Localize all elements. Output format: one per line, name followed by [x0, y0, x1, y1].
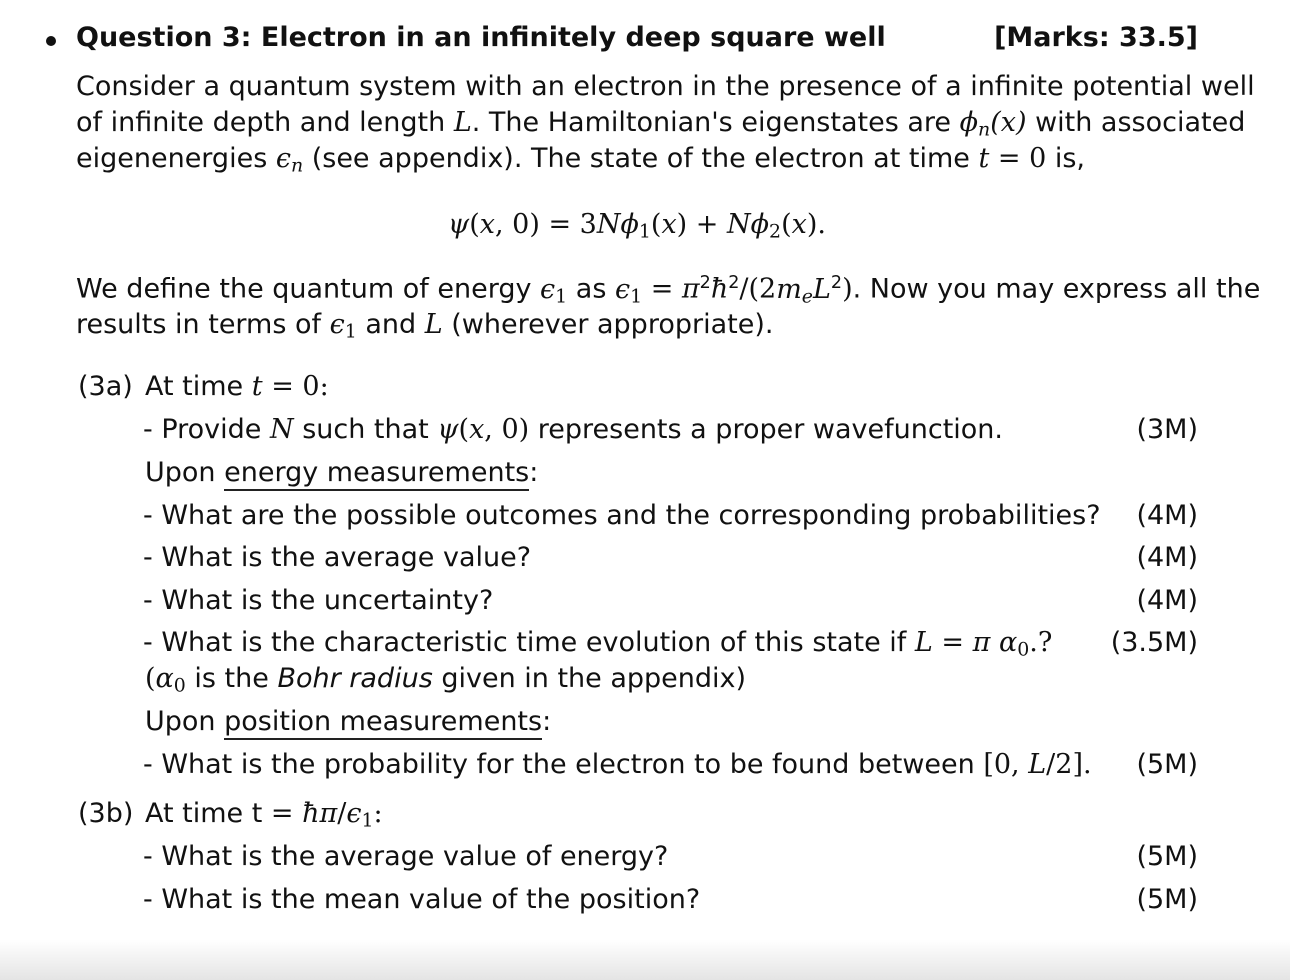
average-question: - What is the average value?: [143, 542, 532, 573]
uncertainty-marks: (4M): [1136, 585, 1198, 616]
wavefunction-equation: ψ(x, $0) = 3N\phi_1(x) + N\phi_2(x)$.: [448, 209, 826, 243]
part-a-heading: At time t = 0:: [145, 371, 329, 402]
avg-energy-marks: (5M): [1136, 841, 1198, 872]
time-evolution-marks: (3.5M): [1110, 627, 1198, 658]
outcomes-marks: (4M): [1136, 500, 1198, 531]
part-b-heading: At time $t = ħ\pi/\epsilon_1$:: [145, 798, 383, 832]
intro-line-3: eigenenergies $\epsilon_n$ (see appendix). The state of the electron at time t = 0 is,: [76, 143, 1086, 177]
probability-marks: (5M): [1136, 749, 1198, 780]
avg-energy-question: - What is the average value of energy?: [143, 841, 669, 872]
probability-question: - What is the probability for the electron to be found between [0, L/2].: [143, 749, 1092, 780]
provide-n-question: - Provide N such that ψ(x, 0) represents a proper wavefunction.: [143, 414, 1003, 445]
energy-def-line-1: We define the quantum of energy $\epsilon_1$ as $\epsilon_1$ = $\pi^2ħ^2/(2m_eL^2)$. Now you may express all the: [76, 273, 1261, 308]
provide-n-marks: (3M): [1136, 414, 1198, 445]
page-bottom-shadow: [0, 940, 1290, 980]
position-measurements-heading: Upon position measurements:: [145, 706, 551, 737]
outcomes-question: - What are the possible outcomes and the corresponding probabilities?: [143, 500, 1101, 531]
time-evolution-question: - What is the characteristic time evolution of this state if L = π $\alpha_0$.?: [143, 627, 1053, 661]
average-marks: (4M): [1136, 542, 1198, 573]
energy-def-line-2: results in terms of $\epsilon_1$ and L (wherever appropriate).: [76, 309, 774, 343]
uncertainty-question: - What is the uncertainty?: [143, 585, 494, 616]
intro-line-2: of infinite depth and length L. The Hamiltonian's eigenstates are $\phi_n(x)$ with associated: [76, 107, 1246, 141]
energy-measurements-heading: Upon energy measurements:: [145, 457, 538, 488]
part-b-label: (3b): [78, 798, 134, 829]
question-marks: [Marks: 33.5]: [994, 22, 1198, 53]
bullet-icon: [46, 36, 56, 46]
intro-line-1: Consider a quantum system with an electron in the presence of a infinite potential well: [76, 71, 1255, 102]
mean-position-marks: (5M): [1136, 884, 1198, 915]
mean-position-question: - What is the mean value of the position?: [143, 884, 701, 915]
part-a-label: (3a): [78, 371, 133, 402]
bohr-radius-note: ($\alpha_0$ is the Bohr radius given in the appendix): [145, 663, 747, 697]
question-title: Question 3: Electron in an infinitely deep square well: [76, 22, 886, 53]
